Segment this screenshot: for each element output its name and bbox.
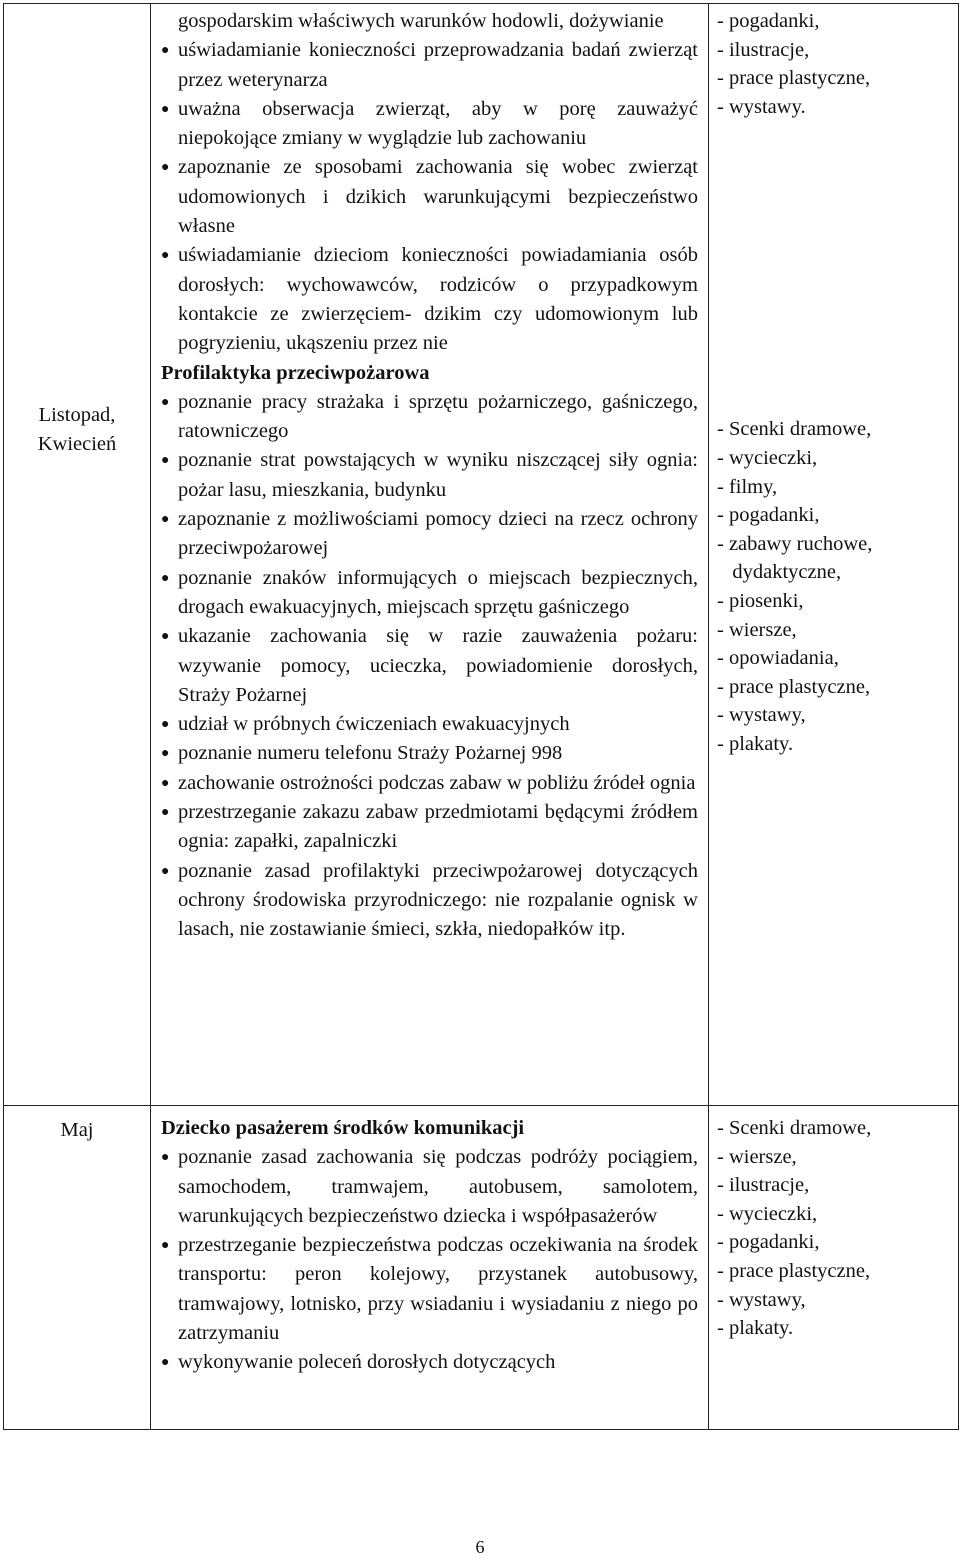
bullet-icon: ●	[161, 512, 170, 528]
month-cell	[4, 4, 151, 1106]
list-item: ● uświadamianie konieczności przeprowadzania badań zwierząt przez weterynarza	[161, 36, 698, 95]
forms-cell	[709, 4, 959, 1106]
list-item: ● przestrzeganie bezpieczeństwa podczas oczekiwania na środek transportu: peron kolejowy, przystanek autobusowy, tramwajowy, lotnisko, przy wsiadaniu i wysiadaniu z niego po zatrzymaniu	[161, 1231, 698, 1348]
bullet-icon: ●	[161, 570, 170, 586]
content-cell	[151, 1106, 709, 1430]
bullet-list	[161, 388, 698, 945]
bullet-icon: ●	[161, 1238, 170, 1254]
list-item: ● uważna obserwacja zwierząt, aby w porę zauważyć niepokojące zmiany w wyglądzie lub zachowaniu	[161, 95, 698, 154]
form-item: dydaktyczne,	[717, 561, 842, 584]
form-item: - filmy,	[717, 475, 778, 498]
page-number: 6	[475, 1537, 485, 1557]
form-item: - wycieczki,	[717, 446, 818, 469]
bullet-list	[161, 36, 698, 358]
bullet-icon: ●	[161, 43, 170, 59]
list-item: ● uświadamianie dzieciom konieczności powiadamiania osób dorosłych: wychowawców, rodziców o przypadkowym kontakcie ze zwierzęciem- dzikim czy udomowionym lub pogryzieniu, ukąszeniu przez nie	[161, 241, 698, 358]
continuation-text: gospodarskim właściwych warunków hodowli, dożywianie	[178, 10, 664, 32]
form-item: - wystawy,	[717, 1288, 806, 1311]
form-item: - Scenki dramowe,	[717, 1117, 872, 1139]
list-item: ● poznanie zasad profilaktyki przeciwpożarowej dotyczących ochrony środowiska przyrodniczego: nie rozpalanie ognisk w lasach, nie zostawianie śmieci, szkła, niedopałków itp.	[161, 857, 698, 945]
form-item: - wiersze,	[717, 1145, 797, 1168]
form-item: - plakaty.	[717, 732, 794, 755]
bullet-icon: ●	[161, 629, 170, 645]
form-item: - prace plastyczne,	[717, 1259, 871, 1282]
list-item: ● poznanie pracy strażaka i sprzętu pożarniczego, gaśniczego, ratowniczego	[161, 388, 698, 447]
list-item: ● przestrzeganie zakazu zabaw przedmiotami będącymi źródłem ognia: zapałki, zapalniczki	[161, 798, 698, 857]
bullet-icon: ●	[161, 863, 170, 879]
form-item: - opowiadania,	[717, 647, 839, 670]
form-item: - pogadanki,	[717, 1231, 820, 1254]
table-row	[4, 4, 959, 1106]
form-item: - prace plastyczne,	[717, 675, 871, 698]
form-item: - ilustracje,	[717, 38, 810, 61]
section-title: Profilaktyka przeciwpożarowa	[161, 361, 430, 384]
bullet-icon: ●	[161, 1150, 170, 1166]
form-item: - zabawy ruchowe,	[717, 532, 873, 555]
month-label: Listopad,	[38, 404, 116, 426]
list-item: ● zachowanie ostrożności podczas zabaw w pobliżu źródeł ognia	[161, 769, 698, 798]
list-item: ● wykonywanie poleceń dorosłych dotyczących	[161, 1348, 698, 1377]
form-item: - wystawy.	[717, 95, 806, 118]
list-item: ● poznanie zasad zachowania się podczas podróży pociągiem, samochodem, tramwajem, autobusem, samolotem, warunkujących bezpieczeństwo dziecka i współpasażerów	[161, 1143, 698, 1231]
form-item: - plakaty.	[717, 1317, 794, 1340]
forms-cell	[709, 1106, 959, 1430]
table-row	[4, 1106, 959, 1430]
month-label: Maj	[60, 1119, 94, 1141]
form-item: - piosenki,	[717, 589, 804, 612]
program-table	[3, 3, 959, 1430]
bullet-icon: ●	[161, 160, 170, 176]
bullet-icon: ●	[161, 746, 170, 762]
form-item: - prace plastyczne,	[717, 67, 871, 90]
bullet-icon: ●	[161, 101, 170, 117]
content-cell	[151, 4, 709, 1106]
bullet-icon: ●	[161, 805, 170, 821]
form-item: - wiersze,	[717, 618, 797, 641]
bullet-icon: ●	[161, 394, 170, 410]
bullet-icon: ●	[161, 453, 170, 469]
list-item: ● poznanie numeru telefonu Straży Pożarnej 998	[161, 739, 698, 768]
list-item: ● poznanie znaków informujących o miejscach bezpiecznych, drogach ewakuacyjnych, miejscach sprzętu gaśniczego	[161, 564, 698, 623]
list-item: ● poznanie strat powstających w wyniku niszczącej siły ognia: pożar lasu, mieszkania, budynku	[161, 446, 698, 505]
month-label: Kwiecień	[37, 432, 117, 455]
form-item: - wycieczki,	[717, 1202, 818, 1225]
section-title: Dziecko pasażerem środków komunikacji	[161, 1117, 525, 1139]
form-item: - pogadanki,	[717, 504, 820, 527]
list-item: ● udział w próbnych ćwiczeniach ewakuacyjnych	[161, 710, 698, 739]
list-item: ● ukazanie zachowania się w razie zauważenia pożaru: wzywanie pomocy, ucieczka, powiadomienie dorosłych, Straży Pożarnej	[161, 622, 698, 710]
form-item: - ilustracje,	[717, 1174, 810, 1197]
bullet-icon: ●	[161, 248, 170, 264]
form-item: - wystawy,	[717, 704, 806, 727]
bullet-icon: ●	[161, 775, 170, 791]
bullet-list	[161, 1143, 698, 1377]
list-item: ● zapoznanie ze sposobami zachowania się wobec zwierząt udomowionych i dzikich warunkującymi bezpieczeństwo własne	[161, 153, 698, 241]
month-cell	[4, 1106, 151, 1430]
bullet-icon: ●	[161, 717, 170, 733]
form-item: - pogadanki,	[717, 10, 820, 32]
list-item: ● zapoznanie z możliwościami pomocy dzieci na rzecz ochrony przeciwpożarowej	[161, 505, 698, 564]
form-item: - Scenki dramowe,	[717, 418, 872, 441]
bullet-icon: ●	[161, 1355, 170, 1371]
